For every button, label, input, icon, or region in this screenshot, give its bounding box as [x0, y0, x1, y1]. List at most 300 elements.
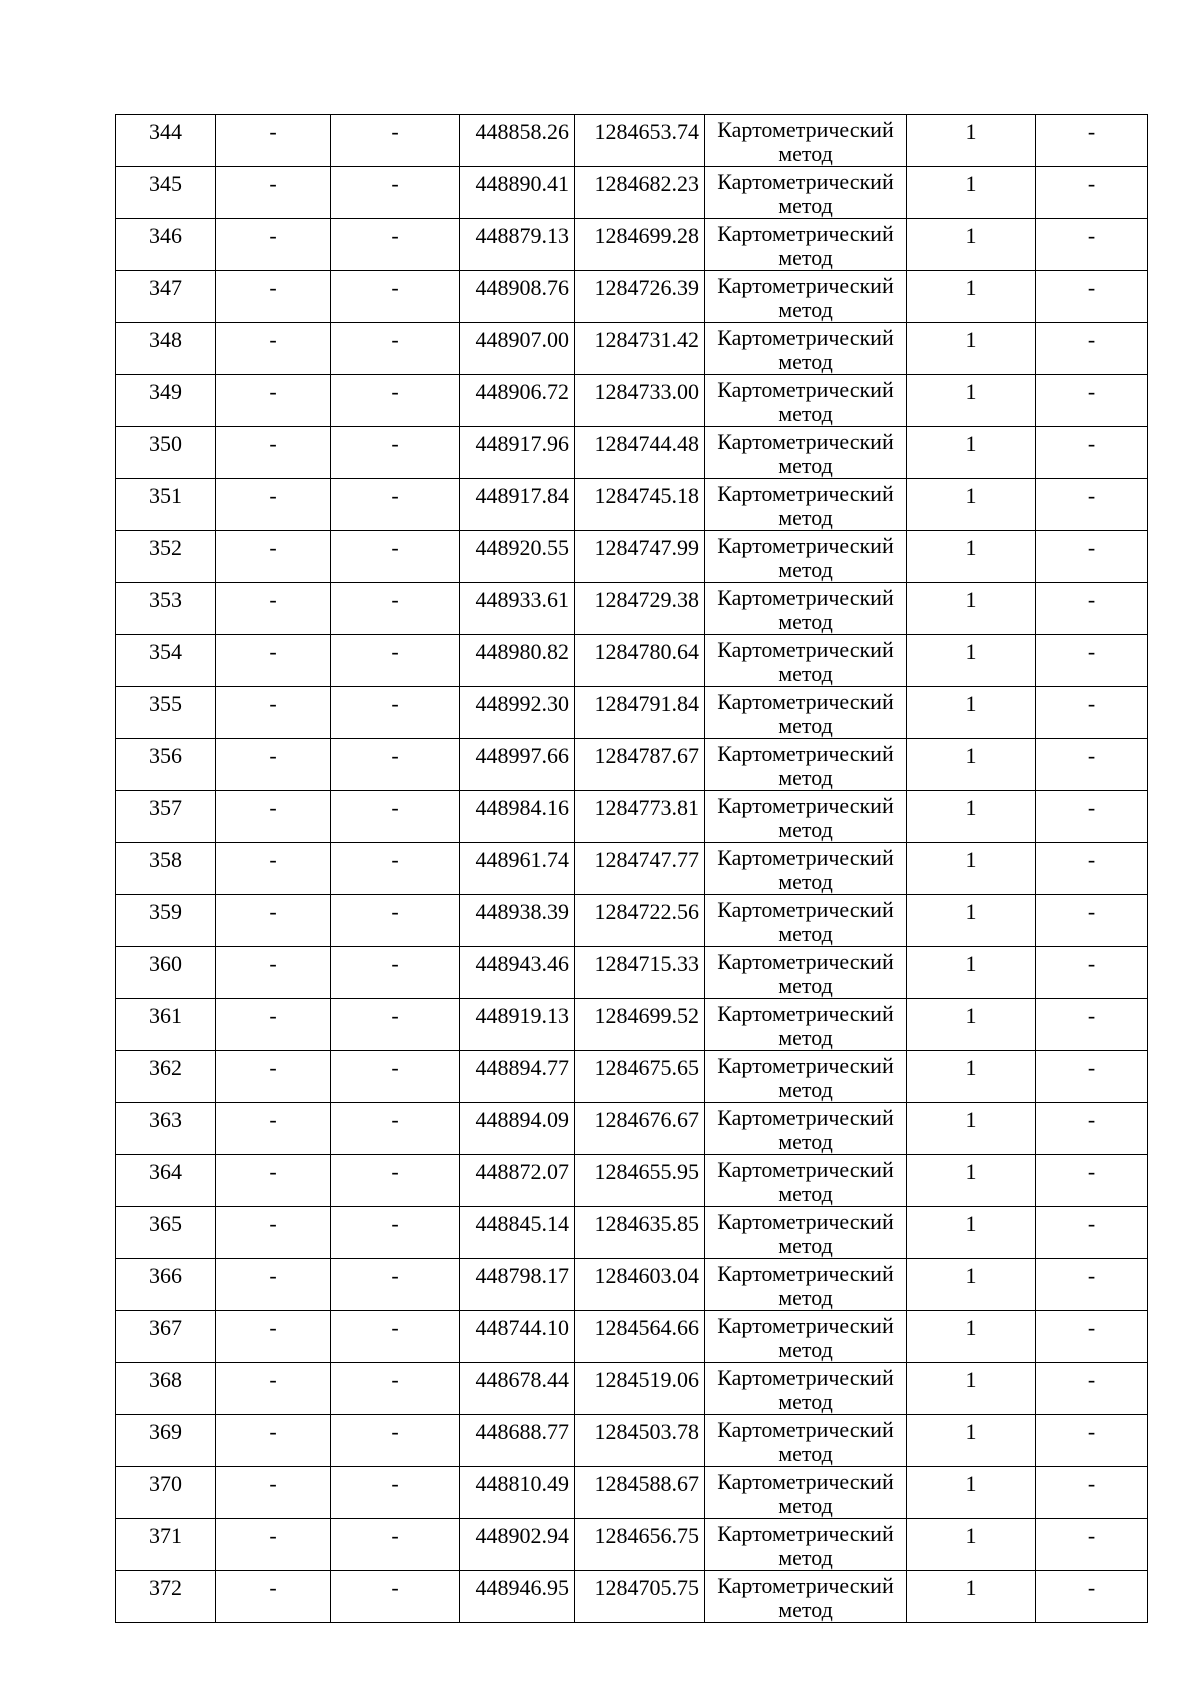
method-cell	[705, 583, 907, 635]
accuracy-cell: 1	[907, 843, 1036, 895]
accuracy-cell: 1	[907, 167, 1036, 219]
old-y-cell: -	[331, 1571, 460, 1623]
accuracy-cell: 1	[907, 323, 1036, 375]
method-label-line2: метод	[778, 245, 833, 270]
method-cell	[705, 479, 907, 531]
method-label-line1: Картометрический	[717, 1313, 894, 1338]
point-number-cell: 347	[116, 271, 216, 323]
method-cell	[705, 1103, 907, 1155]
method-label-line2: метод	[778, 661, 833, 686]
y-coordinate-cell: 1284722.56	[575, 895, 705, 947]
method-label-line2: метод	[778, 1077, 833, 1102]
old-x-cell: -	[216, 1311, 331, 1363]
y-coordinate-cell: 1284787.67	[575, 739, 705, 791]
method-label-line1: Картометрический	[717, 845, 894, 870]
accuracy-cell: 1	[907, 219, 1036, 271]
method-cell	[705, 1311, 907, 1363]
y-coordinate-cell: 1284715.33	[575, 947, 705, 999]
accuracy-cell: 1	[907, 1051, 1036, 1103]
method-label-line2: метод	[778, 973, 833, 998]
point-number-cell: 349	[116, 375, 216, 427]
old-y-cell: -	[331, 479, 460, 531]
old-x-cell: -	[216, 895, 331, 947]
accuracy-cell: 1	[907, 1207, 1036, 1259]
old-x-cell: -	[216, 687, 331, 739]
old-x-cell: -	[216, 791, 331, 843]
method-label-line1: Картометрический	[717, 1053, 894, 1078]
y-coordinate-cell: 1284676.67	[575, 1103, 705, 1155]
description-cell: -	[1036, 739, 1148, 791]
y-coordinate-cell: 1284780.64	[575, 635, 705, 687]
y-coordinate-cell: 1284699.52	[575, 999, 705, 1051]
table-row	[116, 1467, 1148, 1519]
y-coordinate-cell: 1284747.77	[575, 843, 705, 895]
method-cell	[705, 167, 907, 219]
method-label-line1: Картометрический	[717, 637, 894, 662]
method-label-line2: метод	[778, 349, 833, 374]
point-number-cell: 348	[116, 323, 216, 375]
old-y-cell: -	[331, 1363, 460, 1415]
method-label-line1: Картометрический	[717, 793, 894, 818]
method-label-line1: Картометрический	[717, 117, 894, 142]
method-label-line2: метод	[778, 1285, 833, 1310]
point-number-cell: 352	[116, 531, 216, 583]
x-coordinate-cell: 448984.16	[460, 791, 575, 843]
old-y-cell: -	[331, 531, 460, 583]
x-coordinate-cell: 448879.13	[460, 219, 575, 271]
old-x-cell: -	[216, 1571, 331, 1623]
table-row	[116, 167, 1148, 219]
description-cell: -	[1036, 1415, 1148, 1467]
description-cell: -	[1036, 1311, 1148, 1363]
y-coordinate-cell: 1284731.42	[575, 323, 705, 375]
description-cell: -	[1036, 1051, 1148, 1103]
accuracy-cell: 1	[907, 687, 1036, 739]
point-number-cell: 358	[116, 843, 216, 895]
method-label-line1: Картометрический	[717, 1417, 894, 1442]
old-y-cell: -	[331, 635, 460, 687]
method-label-line1: Картометрический	[717, 533, 894, 558]
accuracy-cell: 1	[907, 427, 1036, 479]
old-y-cell: -	[331, 167, 460, 219]
description-cell: -	[1036, 791, 1148, 843]
accuracy-cell: 1	[907, 271, 1036, 323]
y-coordinate-cell: 1284564.66	[575, 1311, 705, 1363]
accuracy-cell: 1	[907, 583, 1036, 635]
description-cell: -	[1036, 219, 1148, 271]
x-coordinate-cell: 448894.77	[460, 1051, 575, 1103]
x-coordinate-cell: 448907.00	[460, 323, 575, 375]
table-row	[116, 323, 1148, 375]
old-x-cell: -	[216, 999, 331, 1051]
description-cell: -	[1036, 635, 1148, 687]
method-label-line2: метод	[778, 297, 833, 322]
method-cell	[705, 1415, 907, 1467]
x-coordinate-cell: 448917.84	[460, 479, 575, 531]
method-label-line2: метод	[778, 1129, 833, 1154]
table-row	[116, 583, 1148, 635]
method-cell	[705, 531, 907, 583]
method-cell	[705, 739, 907, 791]
old-x-cell: -	[216, 635, 331, 687]
point-number-cell: 350	[116, 427, 216, 479]
old-x-cell: -	[216, 1467, 331, 1519]
accuracy-cell: 1	[907, 895, 1036, 947]
description-cell: -	[1036, 687, 1148, 739]
y-coordinate-cell: 1284675.65	[575, 1051, 705, 1103]
table-row	[116, 219, 1148, 271]
table-row	[116, 375, 1148, 427]
x-coordinate-cell: 448908.76	[460, 271, 575, 323]
method-label-line2: метод	[778, 1025, 833, 1050]
method-cell	[705, 1467, 907, 1519]
old-x-cell: -	[216, 115, 331, 167]
old-y-cell: -	[331, 1259, 460, 1311]
method-label-line1: Картометрический	[717, 325, 894, 350]
method-cell	[705, 115, 907, 167]
y-coordinate-cell: 1284653.74	[575, 115, 705, 167]
old-x-cell: -	[216, 531, 331, 583]
description-cell: -	[1036, 479, 1148, 531]
description-cell: -	[1036, 375, 1148, 427]
method-cell	[705, 1363, 907, 1415]
y-coordinate-cell: 1284791.84	[575, 687, 705, 739]
table-row	[116, 895, 1148, 947]
x-coordinate-cell: 448906.72	[460, 375, 575, 427]
point-number-cell: 356	[116, 739, 216, 791]
y-coordinate-cell: 1284744.48	[575, 427, 705, 479]
point-number-cell: 363	[116, 1103, 216, 1155]
method-cell	[705, 1571, 907, 1623]
table-body	[116, 115, 1148, 1623]
table-row	[116, 1571, 1148, 1623]
old-y-cell: -	[331, 1155, 460, 1207]
y-coordinate-cell: 1284588.67	[575, 1467, 705, 1519]
method-label-line1: Картометрический	[717, 481, 894, 506]
old-y-cell: -	[331, 271, 460, 323]
table-row	[116, 739, 1148, 791]
accuracy-cell: 1	[907, 1259, 1036, 1311]
method-label-line1: Картометрический	[717, 377, 894, 402]
description-cell: -	[1036, 583, 1148, 635]
y-coordinate-cell: 1284503.78	[575, 1415, 705, 1467]
description-cell: -	[1036, 1571, 1148, 1623]
method-cell	[705, 1259, 907, 1311]
old-y-cell: -	[331, 739, 460, 791]
old-x-cell: -	[216, 219, 331, 271]
method-cell	[705, 635, 907, 687]
point-number-cell: 362	[116, 1051, 216, 1103]
x-coordinate-cell: 448992.30	[460, 687, 575, 739]
accuracy-cell: 1	[907, 791, 1036, 843]
table-row	[116, 479, 1148, 531]
old-y-cell: -	[331, 1467, 460, 1519]
method-cell	[705, 1051, 907, 1103]
old-y-cell: -	[331, 1051, 460, 1103]
method-label-line2: метод	[778, 817, 833, 842]
description-cell: -	[1036, 115, 1148, 167]
description-cell: -	[1036, 1259, 1148, 1311]
old-x-cell: -	[216, 1415, 331, 1467]
accuracy-cell: 1	[907, 739, 1036, 791]
point-number-cell: 360	[116, 947, 216, 999]
point-number-cell: 371	[116, 1519, 216, 1571]
accuracy-cell: 1	[907, 115, 1036, 167]
method-cell	[705, 271, 907, 323]
y-coordinate-cell: 1284682.23	[575, 167, 705, 219]
method-label-line1: Картометрический	[717, 1001, 894, 1026]
old-x-cell: -	[216, 1207, 331, 1259]
x-coordinate-cell: 448933.61	[460, 583, 575, 635]
method-cell	[705, 843, 907, 895]
description-cell: -	[1036, 1103, 1148, 1155]
table-row	[116, 1363, 1148, 1415]
method-label-line2: метод	[778, 1181, 833, 1206]
table-row	[116, 947, 1148, 999]
x-coordinate-cell: 448920.55	[460, 531, 575, 583]
accuracy-cell: 1	[907, 1311, 1036, 1363]
x-coordinate-cell: 448890.41	[460, 167, 575, 219]
method-label-line2: метод	[778, 141, 833, 166]
x-coordinate-cell: 448688.77	[460, 1415, 575, 1467]
method-label-line1: Картометрический	[717, 1521, 894, 1546]
old-y-cell: -	[331, 1103, 460, 1155]
y-coordinate-cell: 1284773.81	[575, 791, 705, 843]
old-y-cell: -	[331, 583, 460, 635]
description-cell: -	[1036, 895, 1148, 947]
description-cell: -	[1036, 1519, 1148, 1571]
old-y-cell: -	[331, 1311, 460, 1363]
old-y-cell: -	[331, 219, 460, 271]
old-y-cell: -	[331, 1207, 460, 1259]
x-coordinate-cell: 448938.39	[460, 895, 575, 947]
method-label-line1: Картометрический	[717, 429, 894, 454]
y-coordinate-cell: 1284655.95	[575, 1155, 705, 1207]
accuracy-cell: 1	[907, 1415, 1036, 1467]
old-x-cell: -	[216, 947, 331, 999]
x-coordinate-cell: 448961.74	[460, 843, 575, 895]
table-row	[116, 1259, 1148, 1311]
point-number-cell: 345	[116, 167, 216, 219]
old-x-cell: -	[216, 167, 331, 219]
method-label-line2: метод	[778, 1233, 833, 1258]
method-label-line1: Картометрический	[717, 1209, 894, 1234]
method-label-line1: Картометрический	[717, 585, 894, 610]
old-x-cell: -	[216, 479, 331, 531]
method-label-line2: метод	[778, 921, 833, 946]
table-row	[116, 1155, 1148, 1207]
old-y-cell: -	[331, 115, 460, 167]
point-number-cell: 346	[116, 219, 216, 271]
method-label-line1: Картометрический	[717, 1573, 894, 1598]
y-coordinate-cell: 1284603.04	[575, 1259, 705, 1311]
point-number-cell: 368	[116, 1363, 216, 1415]
table-row	[116, 635, 1148, 687]
accuracy-cell: 1	[907, 1519, 1036, 1571]
x-coordinate-cell: 448980.82	[460, 635, 575, 687]
method-label-line2: метод	[778, 869, 833, 894]
accuracy-cell: 1	[907, 1571, 1036, 1623]
y-coordinate-cell: 1284635.85	[575, 1207, 705, 1259]
accuracy-cell: 1	[907, 635, 1036, 687]
method-label-line2: метод	[778, 609, 833, 634]
y-coordinate-cell: 1284733.00	[575, 375, 705, 427]
method-label-line1: Картометрический	[717, 1157, 894, 1182]
method-cell	[705, 1207, 907, 1259]
old-x-cell: -	[216, 1155, 331, 1207]
method-cell	[705, 323, 907, 375]
table-row	[116, 1103, 1148, 1155]
description-cell: -	[1036, 427, 1148, 479]
method-cell	[705, 947, 907, 999]
method-label-line1: Картометрический	[717, 1469, 894, 1494]
old-x-cell: -	[216, 1051, 331, 1103]
x-coordinate-cell: 448858.26	[460, 115, 575, 167]
table-row	[116, 1311, 1148, 1363]
old-x-cell: -	[216, 375, 331, 427]
method-cell	[705, 895, 907, 947]
accuracy-cell: 1	[907, 1103, 1036, 1155]
y-coordinate-cell: 1284699.28	[575, 219, 705, 271]
point-number-cell: 366	[116, 1259, 216, 1311]
method-label-line1: Картометрический	[717, 897, 894, 922]
y-coordinate-cell: 1284705.75	[575, 1571, 705, 1623]
x-coordinate-cell: 448678.44	[460, 1363, 575, 1415]
x-coordinate-cell: 448997.66	[460, 739, 575, 791]
x-coordinate-cell: 448919.13	[460, 999, 575, 1051]
method-label-line2: метод	[778, 1337, 833, 1362]
table-row	[116, 1519, 1148, 1571]
method-cell	[705, 1155, 907, 1207]
x-coordinate-cell: 448810.49	[460, 1467, 575, 1519]
x-coordinate-cell: 448744.10	[460, 1311, 575, 1363]
table-row	[116, 791, 1148, 843]
method-label-line2: метод	[778, 1389, 833, 1414]
method-label-line2: метод	[778, 453, 833, 478]
point-number-cell: 367	[116, 1311, 216, 1363]
description-cell: -	[1036, 167, 1148, 219]
x-coordinate-cell: 448902.94	[460, 1519, 575, 1571]
old-x-cell: -	[216, 583, 331, 635]
accuracy-cell: 1	[907, 479, 1036, 531]
method-label-line2: метод	[778, 401, 833, 426]
description-cell: -	[1036, 531, 1148, 583]
accuracy-cell: 1	[907, 947, 1036, 999]
method-label-line2: метод	[778, 557, 833, 582]
old-x-cell: -	[216, 1519, 331, 1571]
x-coordinate-cell: 448845.14	[460, 1207, 575, 1259]
x-coordinate-cell: 448894.09	[460, 1103, 575, 1155]
old-x-cell: -	[216, 1363, 331, 1415]
x-coordinate-cell: 448872.07	[460, 1155, 575, 1207]
method-label-line2: метод	[778, 193, 833, 218]
coordinates-table	[115, 114, 1148, 1623]
x-coordinate-cell: 448943.46	[460, 947, 575, 999]
description-cell: -	[1036, 323, 1148, 375]
method-cell	[705, 687, 907, 739]
table-row	[116, 687, 1148, 739]
accuracy-cell: 1	[907, 375, 1036, 427]
point-number-cell: 369	[116, 1415, 216, 1467]
method-cell	[705, 375, 907, 427]
method-label-line1: Картометрический	[717, 221, 894, 246]
table-row	[116, 271, 1148, 323]
method-label-line2: метод	[778, 1441, 833, 1466]
point-number-cell: 370	[116, 1467, 216, 1519]
old-x-cell: -	[216, 323, 331, 375]
old-x-cell: -	[216, 1259, 331, 1311]
description-cell: -	[1036, 1467, 1148, 1519]
method-label-line1: Картометрический	[717, 741, 894, 766]
old-x-cell: -	[216, 739, 331, 791]
old-y-cell: -	[331, 999, 460, 1051]
description-cell: -	[1036, 947, 1148, 999]
method-cell	[705, 1519, 907, 1571]
table-row	[116, 843, 1148, 895]
method-label-line2: метод	[778, 1597, 833, 1622]
old-y-cell: -	[331, 323, 460, 375]
description-cell: -	[1036, 271, 1148, 323]
x-coordinate-cell: 448946.95	[460, 1571, 575, 1623]
point-number-cell: 365	[116, 1207, 216, 1259]
old-y-cell: -	[331, 843, 460, 895]
table-row	[116, 1207, 1148, 1259]
accuracy-cell: 1	[907, 1467, 1036, 1519]
description-cell: -	[1036, 843, 1148, 895]
table-row	[116, 1415, 1148, 1467]
accuracy-cell: 1	[907, 999, 1036, 1051]
method-label-line1: Картометрический	[717, 273, 894, 298]
table-row	[116, 999, 1148, 1051]
old-y-cell: -	[331, 1415, 460, 1467]
point-number-cell: 364	[116, 1155, 216, 1207]
description-cell: -	[1036, 999, 1148, 1051]
accuracy-cell: 1	[907, 1363, 1036, 1415]
point-number-cell: 344	[116, 115, 216, 167]
accuracy-cell: 1	[907, 1155, 1036, 1207]
old-x-cell: -	[216, 843, 331, 895]
point-number-cell: 372	[116, 1571, 216, 1623]
old-x-cell: -	[216, 1103, 331, 1155]
table-row	[116, 1051, 1148, 1103]
method-label-line1: Картометрический	[717, 1261, 894, 1286]
old-y-cell: -	[331, 427, 460, 479]
old-y-cell: -	[331, 947, 460, 999]
old-x-cell: -	[216, 271, 331, 323]
old-y-cell: -	[331, 895, 460, 947]
description-cell: -	[1036, 1207, 1148, 1259]
table-row	[116, 115, 1148, 167]
x-coordinate-cell: 448798.17	[460, 1259, 575, 1311]
table-row	[116, 531, 1148, 583]
method-cell	[705, 999, 907, 1051]
method-label-line1: Картометрический	[717, 689, 894, 714]
method-label-line1: Картометрический	[717, 949, 894, 974]
point-number-cell: 355	[116, 687, 216, 739]
method-label-line2: метод	[778, 765, 833, 790]
method-label-line1: Картометрический	[717, 1365, 894, 1390]
method-label-line2: метод	[778, 1545, 833, 1570]
point-number-cell: 359	[116, 895, 216, 947]
y-coordinate-cell: 1284726.39	[575, 271, 705, 323]
point-number-cell: 353	[116, 583, 216, 635]
x-coordinate-cell: 448917.96	[460, 427, 575, 479]
old-y-cell: -	[331, 375, 460, 427]
accuracy-cell: 1	[907, 531, 1036, 583]
old-x-cell: -	[216, 427, 331, 479]
method-label-line2: метод	[778, 1493, 833, 1518]
method-label-line2: метод	[778, 713, 833, 738]
